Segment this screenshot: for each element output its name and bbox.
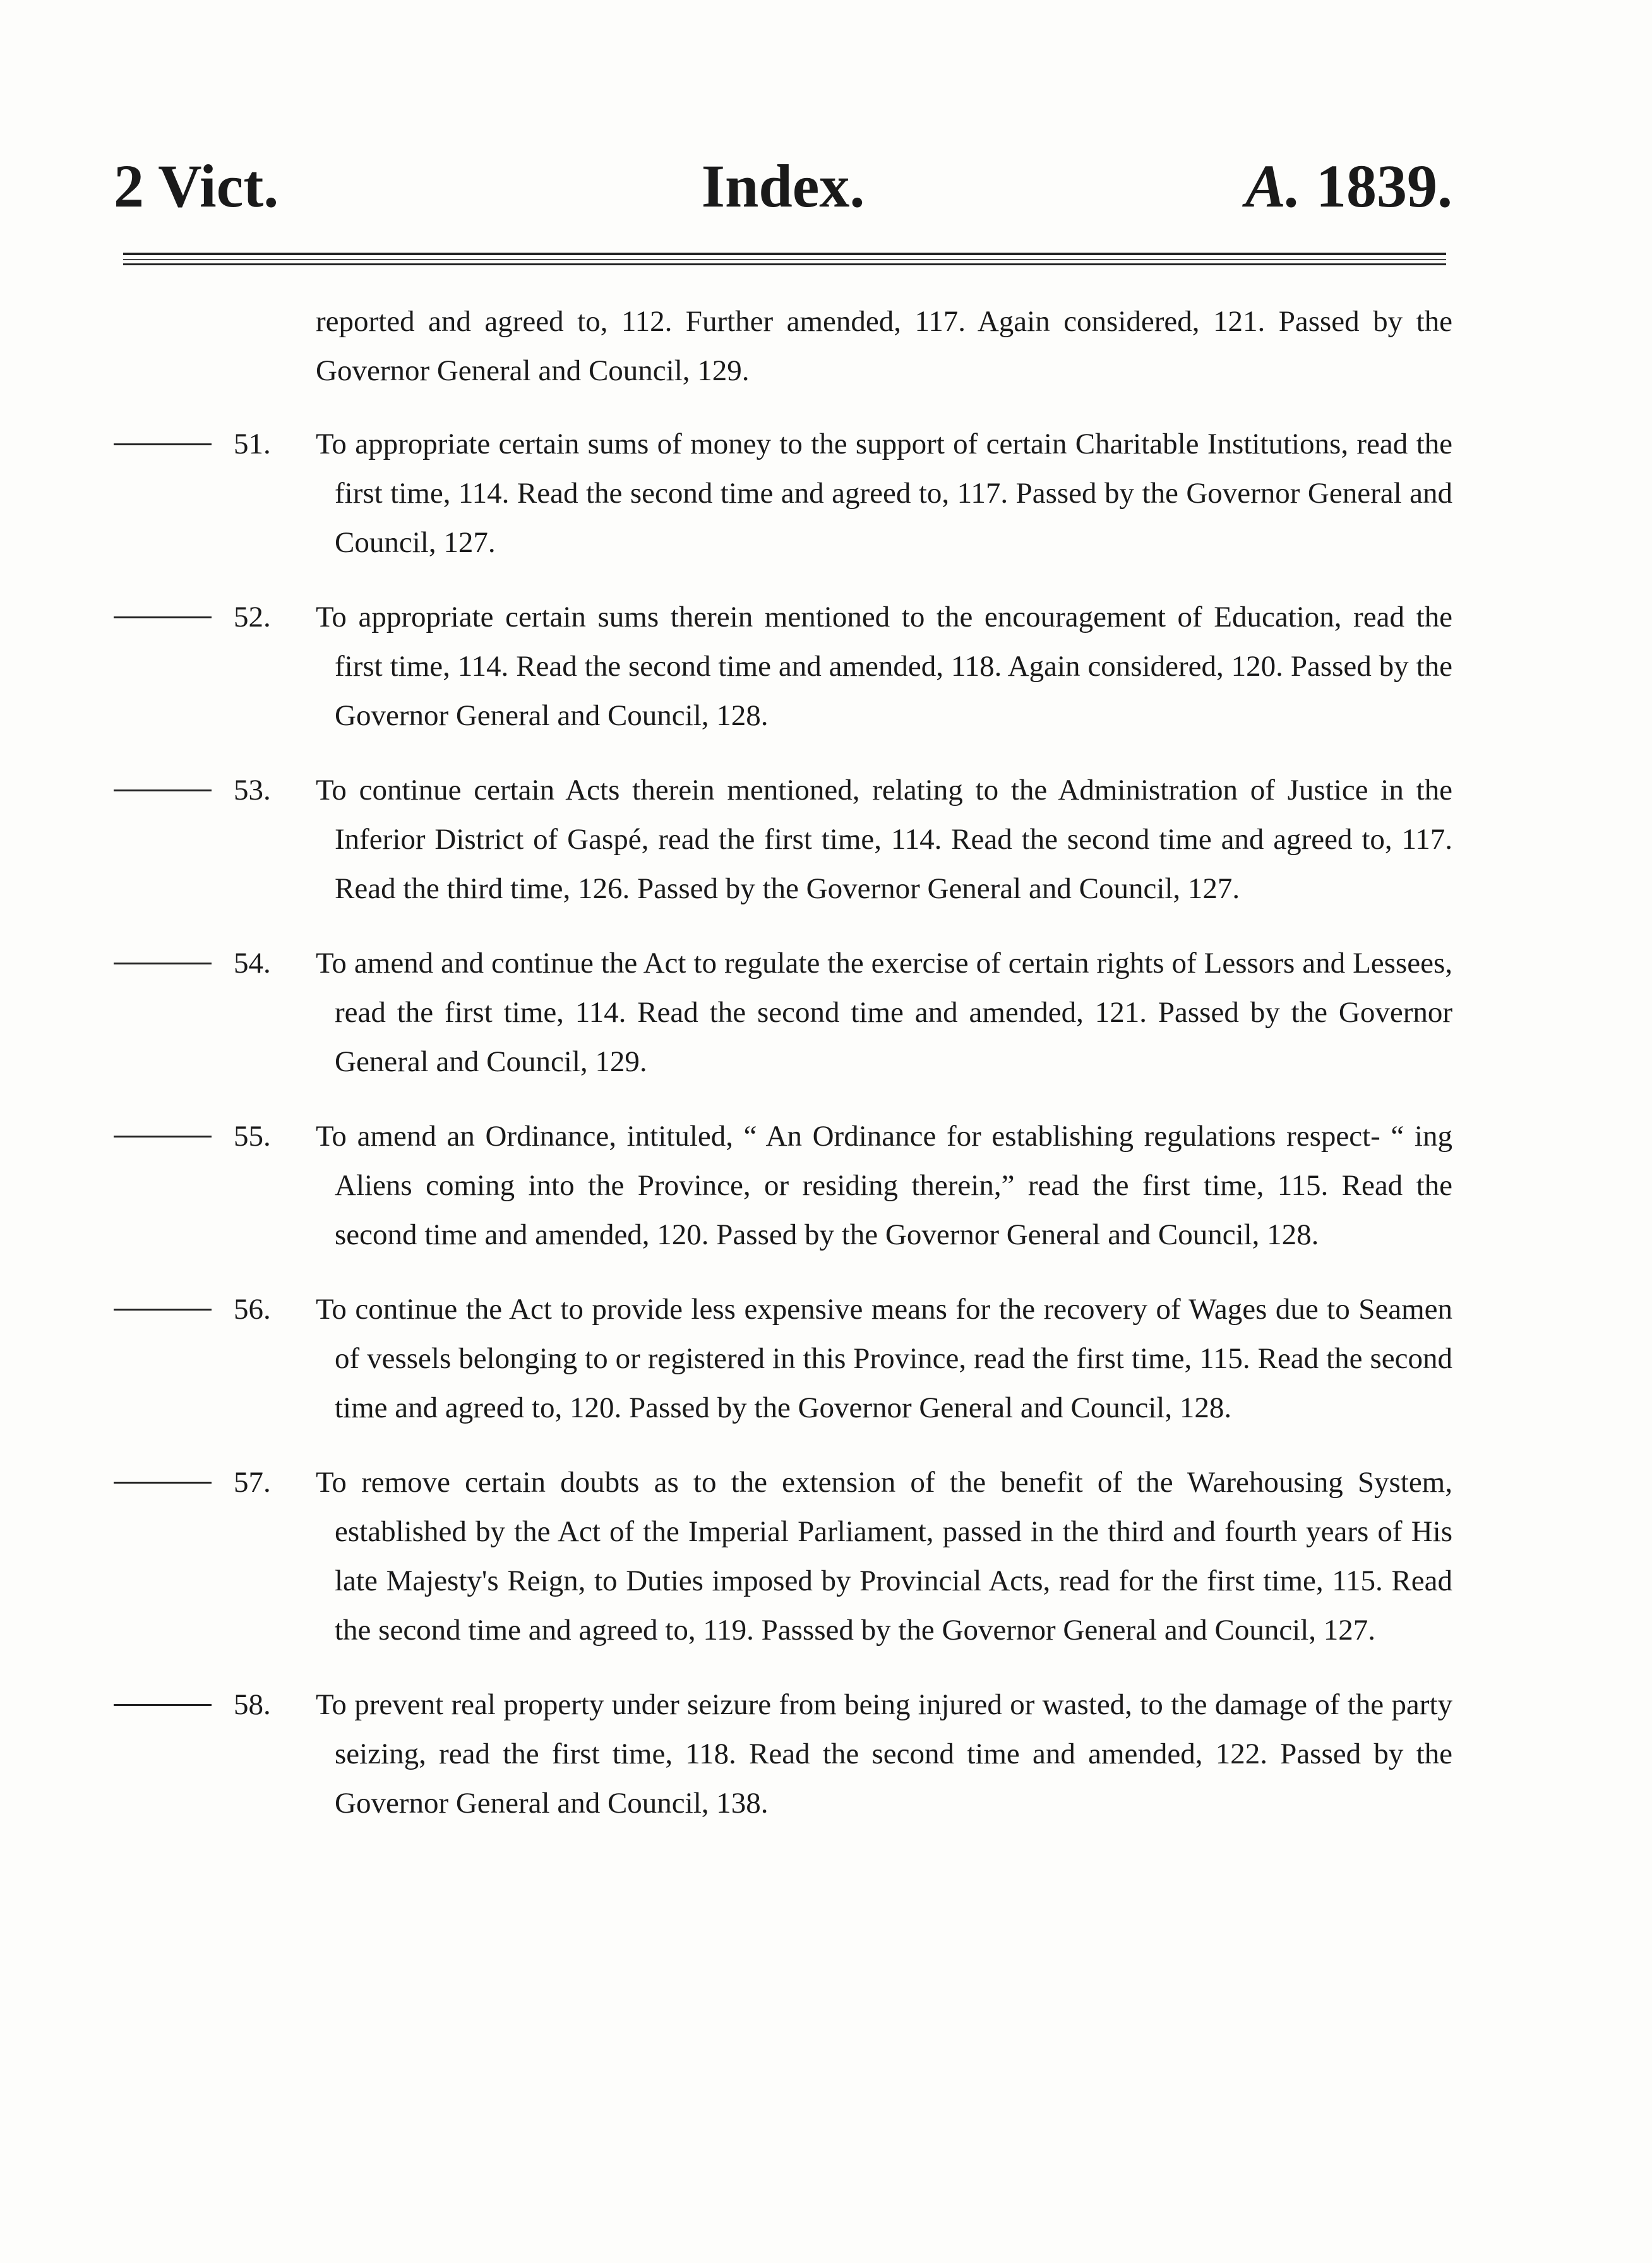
page-title: Index. — [701, 152, 865, 220]
index-content — [114, 297, 1452, 1853]
entry-dash — [114, 789, 212, 791]
entry-text: To appropriate certain sums therein mentioned to the encouragement of Education, read the first time, 114. Read the second time and amended, 118. Again considered, 120. Passed by the Governor General and Council, 128. — [316, 601, 1452, 732]
year-prefix: A. — [1245, 152, 1301, 220]
entry-dash — [114, 443, 212, 445]
entry-dash — [114, 616, 212, 618]
entry-text: To continue the Act to provide less expensive means for the recovery of Wages due to Seamen of vessels belonging to or registered in this Province, read the first time, 115. Read the second time and agreed to, 120. Passed by the Governor General and Council, 128. — [316, 1293, 1452, 1424]
header-rule — [123, 253, 1446, 265]
index-entry — [114, 419, 1452, 567]
entry-number: 51. — [234, 428, 271, 460]
entry-dash — [114, 1704, 212, 1706]
year-heading — [1245, 148, 1452, 224]
entry-number: 58. — [234, 1688, 271, 1721]
entry-text: To amend and continue the Act to regulate the exercise of certain rights of Lessors and Lessees, read the first time, 114. Read the second time and amended, 121. Passed by the Governor General and Council, 129. — [316, 947, 1452, 1078]
index-entry — [114, 1285, 1452, 1432]
entry-number: 55. — [234, 1120, 271, 1153]
entry-text: To appropriate certain sums of money to the support of certain Charitable Institutions, read the first time, 114. Read the second time and agreed to, 117. Passed by the Governor General and Council, 127. — [316, 428, 1452, 559]
entry-text: To amend an Ordinance, intituled, “ An Ordinance for establishing regulations respect- “ ing Aliens coming into the Province, or residing therein,” read the first time, 115. Read the second time and amended, 120. Passed by the Governor General and Council, 128. — [316, 1120, 1452, 1251]
entry-number: 57. — [234, 1466, 271, 1499]
regnal-year-heading: 2 Vict. — [114, 152, 279, 220]
entry-text: To continue certain Acts therein mentioned, relating to the Administration of Justice in the Inferior District of Gaspé, read the first time, 114. Read the second time and agreed to, 117. Read the third time, 126. Passed by the Governor General and Council, 127. — [316, 774, 1452, 905]
entry-dash — [114, 963, 212, 964]
entry-dash — [114, 1309, 212, 1311]
entry-dash — [114, 1136, 212, 1138]
entry-number: 53. — [234, 774, 271, 807]
index-entry — [114, 1458, 1452, 1655]
entry-text: To prevent real property under seizure from being injured or wasted, to the damage of the party seizing, read the first time, 118. Read the second time and amended, 122. Passed by the Governor General and Council, 138. — [316, 1688, 1452, 1820]
index-entry — [114, 939, 1452, 1086]
entry-dash — [114, 1482, 212, 1484]
entry-number: 56. — [234, 1293, 271, 1326]
index-entry — [114, 1680, 1452, 1828]
entry-text: To remove certain doubts as to the extension of the benefit of the Warehousing System, established by the Act of the Imperial Parliament, passed in the third and fourth years of His late Majesty's Reign, to Duties imposed by Provincial Acts, read for the first time, 115. Read the second time and agreed to, 119. Passsed by the Governor General and Council, 127. — [316, 1466, 1452, 1647]
index-entry — [114, 592, 1452, 740]
continuation-text: reported and agreed to, 112. Further amended, 117. Again considered, 121. Passed by the Governor General and Council, 129. — [316, 305, 1452, 387]
index-entry — [114, 1112, 1452, 1259]
year-number: 1839. — [1316, 152, 1452, 220]
page-header — [114, 148, 1452, 237]
entry-number: 52. — [234, 601, 271, 633]
entry-number: 54. — [234, 947, 271, 980]
index-entry — [114, 765, 1452, 913]
